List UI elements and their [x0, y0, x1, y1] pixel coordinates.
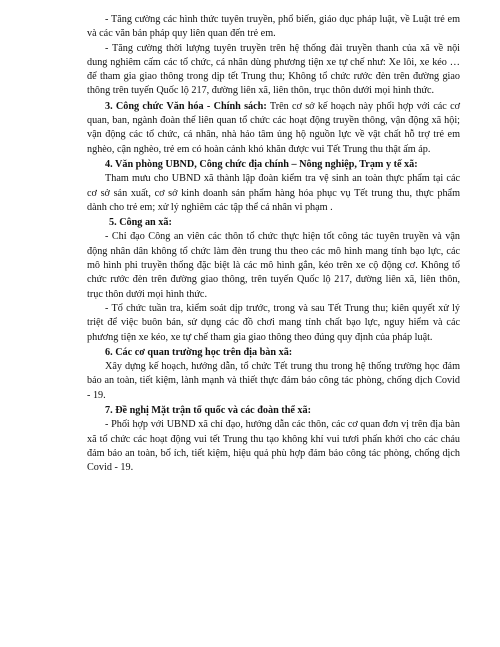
paragraph: - Phối hợp với UBND xã chỉ đạo, hướng dẫn các thôn, các cơ quan đơn vị trên địa bàn xã tổ chức các hoạt động vui tết Trung thu tạo không khí vui tươi phấn khởi cho các cháu đảm bảo an toàn, bổ ích, tiết kiệm, hiệu quả phù hợp đảm bảo công tác phòng, chống dịch Covid - 19. — [87, 419, 460, 474]
paragraph: Xây dựng kế hoạch, hướng dẫn, tổ chức Tết trung thu trong hệ thống trường học đảm bảo an toàn, tiết kiệm, lành mạnh và thiết thực đảm bảo công tác phòng, chống dịch Covid - 19. — [87, 361, 460, 401]
section-3-text: Trên cơ sở kế hoạch này phối hợp với các cơ quan, ban, ngành đoàn thể liên quan tổ chức các hoạt động truyền thông, vận động xã hội; vận động các tổ chức, cá nhân, nhà hảo tâm ủng hộ nguồn lực về vật chất hỗ trợ trẻ em nghèo, cận nghèo, trẻ em có hoàn cảnh khó khăn được vui Tết Trung thu thật ấm áp. — [87, 100, 460, 155]
section-3-paragraph — [87, 100, 460, 157]
paragraph: - Tăng cường các hình thức tuyên truyền, phổ biến, giáo dục pháp luật, về Luật trẻ em và các văn bản pháp quy liên quan đến trẻ em. — [87, 14, 460, 40]
paragraph: - Chỉ đạo Công an viên các thôn tổ chức thực hiện tốt công tác tuyên truyền và vận động nhân dân không tổ chức làm đèn trung thu theo các mô hình mang tính bạo lực, các mô hình phi truyền thống đặc biệt là các mô hình gắn, kéo trên xe cộ động cơ. Không tổ chức rước đèn trên đường giao thông, trên tuyến Quốc lộ 217, đường liên xã, liên thôn, trục thôn dưới mọi hình thức. — [87, 231, 460, 300]
paragraph: Tham mưu cho UBND xã thành lập đoàn kiểm tra vệ sinh an toàn thực phẩm tại các cơ sở sản xuất, cơ sở kinh doanh sản phẩm hàng hóa phục vụ Tết trung thu, thực phẩm dành cho trẻ em; xử lý nghiêm các tập thể cá nhân vi phạm . — [87, 173, 460, 213]
paragraph: - Tổ chức tuần tra, kiểm soát dịp trước, trong và sau Tết Trung thu; kiên quyết xử lý triệt để việc buôn bán, sử dụng các đồ chơi mang tính chất bạo lực, nguy hiểm và các phương tiện xe kéo, xe tự chế tham gia giao thông theo đúng quy định của pháp luật. — [87, 302, 460, 343]
paragraph: - Tăng cường thời lượng tuyên truyền trên hệ thống đài truyền thanh của xã về nội dung nghiêm cấm các tổ chức, cá nhân dùng phương tiện xe tự chế như: Xe lôi, xe kéo …để tham gia giao thông trong dịp tết Trung thu; Không tổ chức rước đèn trên đường giao thông trên tuyến Quốc lộ 217, đường liên xã, liên thôn, trục thôn dưới mọi hình thức. — [87, 42, 460, 97]
section-3-heading: 3. Công chức Văn hóa - Chính sách: — [105, 100, 267, 112]
section-7-heading: 7. Đề nghị Mặt trận tổ quốc và các đoàn thể xã: — [105, 405, 312, 417]
section-5-heading: 5. Công an xã: — [109, 217, 172, 229]
section-6-heading: 6. Các cơ quan trường học trên địa bàn xã: — [105, 346, 293, 358]
section-4-heading: 4. Văn phòng UBND, Công chức địa chính – Nông nghiệp, Trạm y tế xã: — [105, 158, 418, 170]
